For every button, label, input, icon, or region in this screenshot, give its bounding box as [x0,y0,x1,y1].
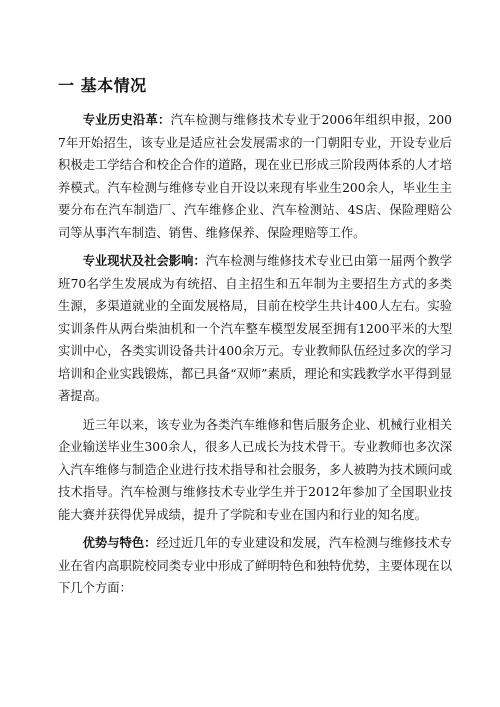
paragraph-lead: 专业历史沿革： [82,112,171,127]
paragraph-lead: 专业现状及社会影响： [82,253,206,268]
paragraph-advantages [58,532,452,600]
paragraph-status [58,250,452,408]
paragraph-recent [58,414,452,527]
paragraph-history [58,109,452,244]
section-heading: 一 基本情况 [58,76,147,95]
paragraph-lead: 优势与特色： [82,535,157,550]
paragraph-text: 经过近几年的专业建设和发展，汽车检测与维修技术专业在省内高职院校同类专业中形成了鲜明特色和独特优势，主要体现在以下几个方面： [58,536,452,595]
paragraph-text: 汽车检测与维修技术专业于2006年组织申报，2007年开始招生，该专业是适应社会发展需求的一门朝阳专业，开设专业后积极走工学结合和校企合作的道路，现在业已形成三阶段两体系的人才培养模式。汽车检测与维修专业自开设以来现有毕业生200余人，毕业生主要分布在汽车制造厂、汽车维修企业、汽车检测站、4S店、保险理赔公司等从事汽车制造、销售、维修保养、保险理赔等工作。 [58,113,452,240]
paragraph-text: 汽车检测与维修技术专业已由第一届两个教学班70名学生发展成为有统招、自主招生和五年制为主要招生方式的多类生源，多渠道就业的全面发展格局，目前在校学生共计400人左右。实验实训条件从两台柴油机和一个汽车整车模型发展至拥有1200平米的大型实训中心，各类实训设备共计400余万元。专业教师队伍经过多次的学习培训和企业实践锻炼，都已具备“双师”素质，理论和实践教学水平得到显著提高。 [58,254,452,403]
paragraph-text: 近三年以来，该专业为各类汽车维修和售后服务企业、机械行业相关企业输送毕业生300余人，很多人已成长为技术骨干。专业教师也多次深入汽车维修与制造企业进行技术指导和社会服务，多人被聘为技术顾问或技术指导。汽车检测与维修技术专业学生并于2012年参加了全国职业技能大赛并获得优异成绩，提升了学院和专业在国内和行业的知名度。 [58,417,452,522]
